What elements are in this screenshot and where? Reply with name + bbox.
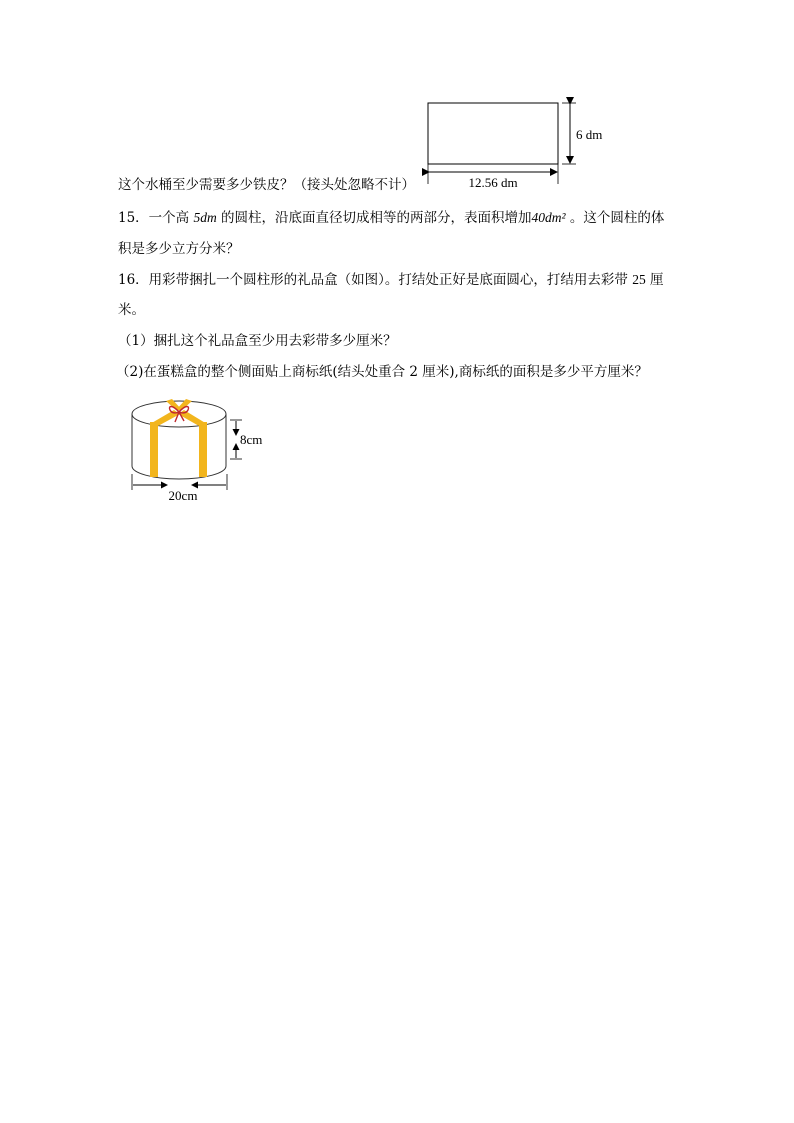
- rectangle-shape: [428, 103, 558, 164]
- question-16-line-2: 米。: [118, 302, 145, 318]
- width-label: 12.56 dm: [468, 175, 518, 190]
- question-15-line-1: 15．一个高 5dm 的圆柱，沿底面直径切成相等的两部分，表面积增加40dm² 。这个圆柱的体: [118, 210, 665, 226]
- ribbon-right: [199, 422, 207, 477]
- question-16-sub-2: （2)在蛋糕盒的整个侧面贴上商标纸(结头处重合 2 厘米),商标纸的面积是多少平方厘米？: [116, 364, 648, 380]
- height-label: 8cm: [240, 432, 263, 447]
- ribbon-left: [150, 422, 158, 477]
- figure-rectangle: [420, 96, 620, 192]
- question-16-sub-1: （1）捆扎这个礼品盒至少用去彩带多少厘米？: [118, 333, 397, 349]
- question-15-line-2: 积是多少立方分米？: [118, 241, 240, 257]
- area-value: 40dm²: [531, 210, 566, 225]
- height-label: 6 dm: [576, 127, 603, 142]
- height-value: 5dm: [193, 210, 217, 225]
- figure-gift-box: [122, 392, 282, 507]
- question-14-text: 这个水桶至少需要多少铁皮？（接头处忽略不计）: [118, 177, 415, 193]
- diameter-label: 20cm: [168, 488, 198, 503]
- question-16-line-1: 16．用彩带捆扎一个圆柱形的礼品盒（如图）。打结处正好是底面圆心，打结用去彩带 25 厘: [118, 272, 664, 288]
